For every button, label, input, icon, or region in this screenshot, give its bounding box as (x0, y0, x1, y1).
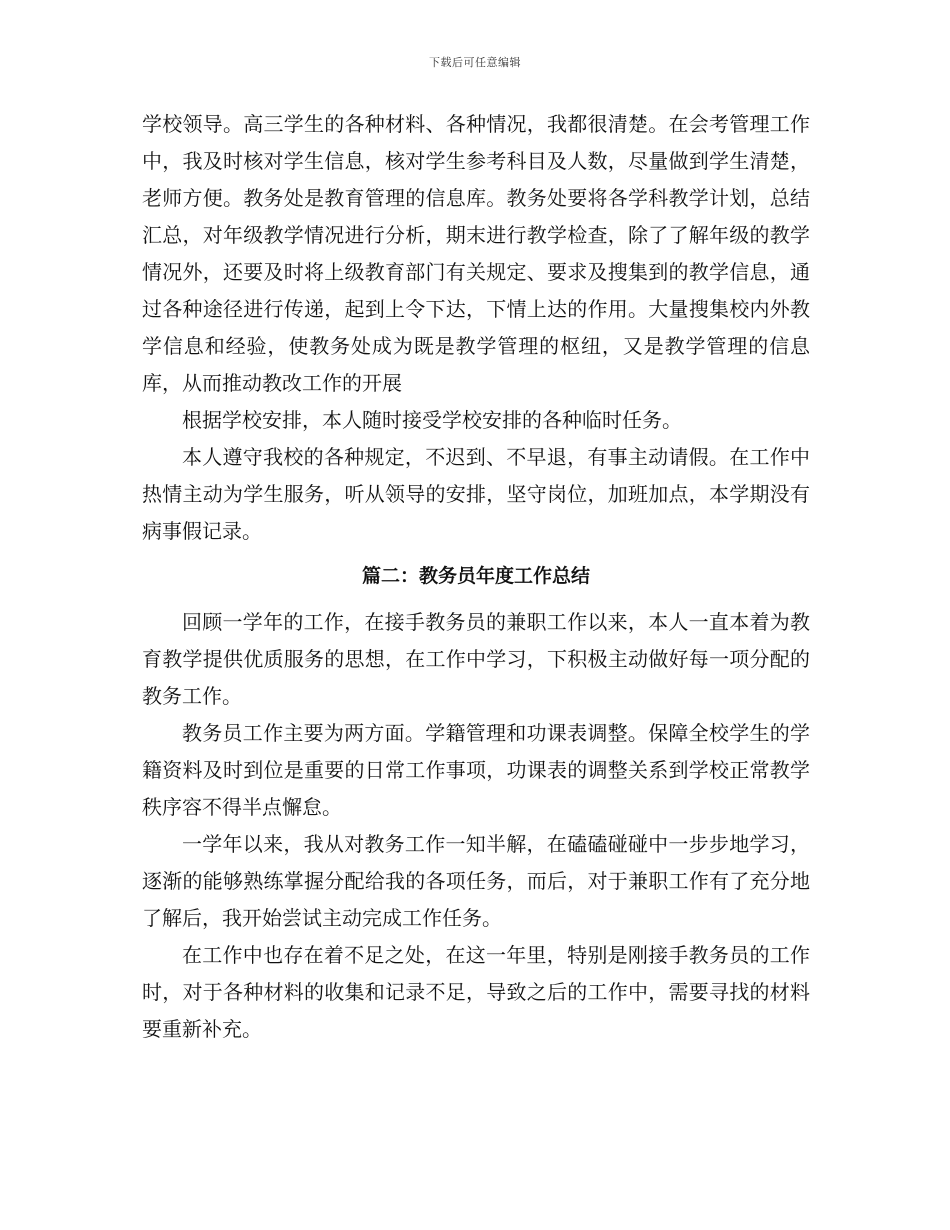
paragraph-learning: 一学年以来，我从对教务工作一知半解，在磕磕碰碰中一步步地学习，逐渐的能够熟练掌握分配给我的各项任务，而后，对于兼职工作有了充分地了解后，我开始尝试主动完成工作任务。 (142, 832, 810, 930)
document-body (142, 106, 810, 1048)
paragraph-duties: 教务员工作主要为两方面。学籍管理和功课表调整。保障全校学生的学籍资料及时到位是重要的日常工作事项，功课表的调整关系到学校正常教学秩序容不得半点懈怠。 (142, 721, 810, 819)
paragraph-temporary-tasks: 根据学校安排，本人随时接受学校安排的各种临时任务。 (182, 408, 682, 432)
paragraph-review: 回顾一学年的工作，在接手教务员的兼职工作以来，本人一直本着为教育教学提供优质服务的思想，在工作中学习，下积极主动做好每一项分配的教务工作。 (142, 610, 810, 708)
paragraph-attendance: 本人遵守我校的各种规定，不迟到、不早退，有事主动请假。在工作中热情主动为学生服务，听从领导的安排，坚守岗位，加班加点，本学期没有病事假记录。 (142, 445, 810, 543)
paragraph-continued: 学校领导。高三学生的各种材料、各种情况，我都很清楚。在会考管理工作中，我及时核对学生信息，核对学生参考科目及人数，尽量做到学生清楚，老师方便。教务处是教育管理的信息库。教务处要将各学科教学计划，总结汇总，对年级教学情况进行分析，期末进行教学检查，除了了解年级的教学情况外，还要及时将上级教育部门有关规定、要求及搜集到的教学信息，通过各种途径进行传递，起到上令下达，下情上达的作用。大量搜集校内外教学信息和经验，使教务处成为既是教学管理的枢纽，又是教学管理的信息库，从而推动教改工作的开展 (142, 112, 810, 395)
section-title: 篇二：教务员年度工作总结 (361, 565, 590, 587)
paragraph-shortcomings: 在工作中也存在着不足之处，在这一年里，特别是刚接手教务员的工作时，对于各种材料的收集和记录不足，导致之后的工作中，需要寻找的材料要重新补充。 (142, 943, 810, 1041)
page-header-note: 下载后可任意编辑 (429, 56, 521, 69)
